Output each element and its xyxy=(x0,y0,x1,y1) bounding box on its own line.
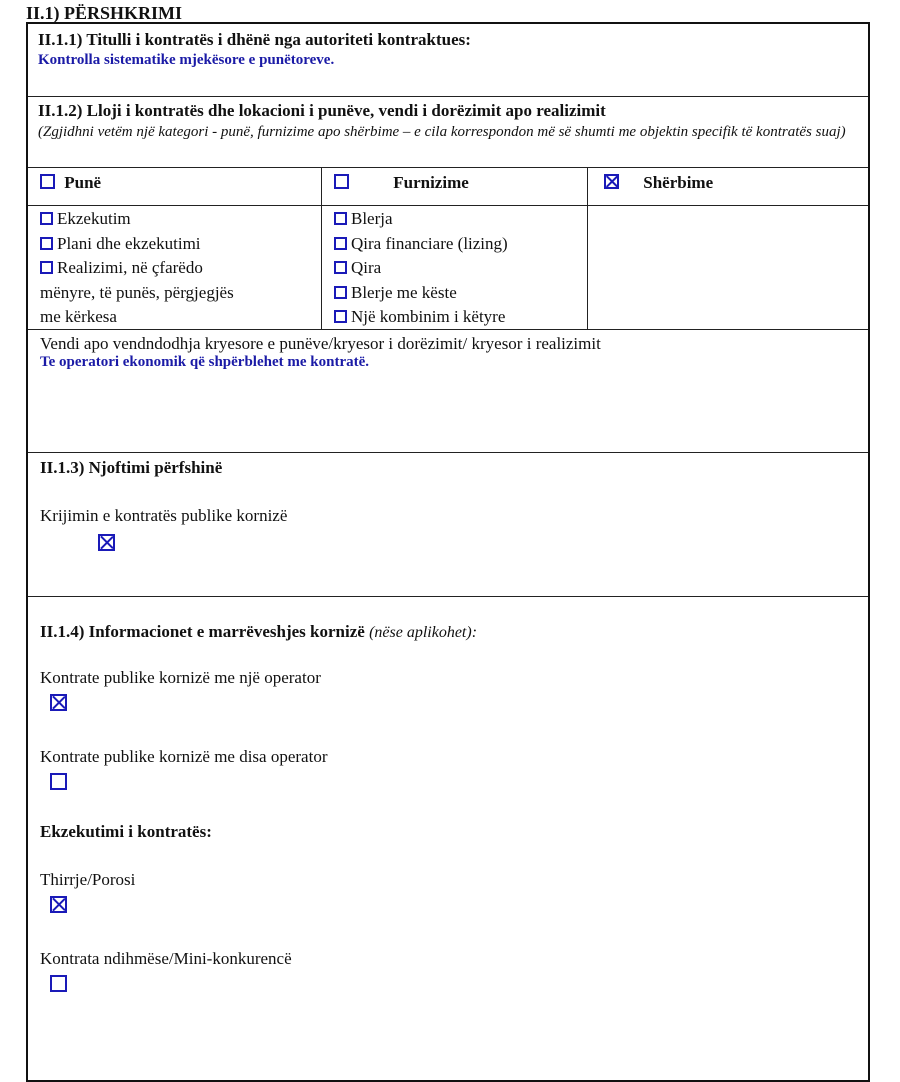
section-ii-1-4 xyxy=(28,597,868,1080)
options-row xyxy=(28,205,868,330)
single-operator-option xyxy=(40,694,868,715)
category-row xyxy=(28,168,868,206)
works-option[interactable] xyxy=(28,232,321,257)
option-label: Qira xyxy=(351,258,382,277)
section-ii-1-1 xyxy=(28,24,868,97)
notice-includes-heading: II.1.3) Njoftimi përfshinë xyxy=(40,458,223,477)
works-option-continued xyxy=(28,281,321,306)
checkbox-icon[interactable] xyxy=(40,237,53,250)
supply-option[interactable] xyxy=(322,256,587,281)
category-supplies[interactable] xyxy=(322,168,588,205)
mini-competition-option xyxy=(40,975,868,996)
checkbox-icon[interactable] xyxy=(334,237,347,250)
call-order-option xyxy=(40,896,868,917)
framework-creation-label: Krijimin e kontratës publike kornizë xyxy=(40,506,288,525)
description-form xyxy=(26,22,870,1082)
contract-title-heading: II.1.1) Titulli i kontratës i dhënë nga autoriteti kontraktues: xyxy=(38,30,471,49)
services-options xyxy=(588,205,868,329)
mini-competition-label: Kontrata ndihmëse/Mini-konkurencë xyxy=(40,949,292,968)
works-checkbox[interactable] xyxy=(40,174,55,189)
call-order-label: Thirrje/Porosi xyxy=(40,870,136,889)
framework-creation-option xyxy=(40,534,868,555)
checkbox-icon[interactable] xyxy=(334,212,347,225)
framework-creation-checkbox[interactable] xyxy=(98,534,115,551)
option-label: Blerje me këste xyxy=(351,282,457,302)
checkbox-icon[interactable] xyxy=(40,261,53,274)
supply-option[interactable] xyxy=(322,281,587,306)
services-label: Shërbime xyxy=(643,173,714,192)
checkbox-icon[interactable] xyxy=(334,286,347,299)
supplies-checkbox[interactable] xyxy=(334,174,349,189)
mini-competition-checkbox[interactable] xyxy=(50,975,67,992)
checkbox-icon[interactable] xyxy=(40,212,53,225)
multi-operator-checkbox[interactable] xyxy=(50,773,67,790)
checkbox-icon[interactable] xyxy=(334,261,347,274)
framework-info-note: (nëse aplikohet): xyxy=(369,624,478,641)
framework-info-title: II.1.4) Informacionet e marrëveshjes kornizë xyxy=(40,622,365,641)
contract-execution-heading: Ekzekutimi i kontratës: xyxy=(40,822,212,841)
section-ii-1-3 xyxy=(28,453,868,597)
location-value: Te operatori ekonomik që shpërblehet me kontratë. xyxy=(40,354,370,370)
multi-operator-label: Kontrate publike kornizë me disa operator xyxy=(40,747,328,766)
single-operator-checkbox[interactable] xyxy=(50,694,67,711)
section-heading: II.1) PËRSHKRIMI xyxy=(26,3,183,23)
option-label: Realizimi, në çfarëdo xyxy=(57,258,203,277)
option-label: Ekzekutim xyxy=(57,209,131,228)
location-label: Vendi apo vendndodhja kryesore e punëve/kryesor i dorëzimit/ kryesor i realizimit xyxy=(40,334,601,353)
category-services[interactable] xyxy=(588,168,868,205)
contract-title-value: Kontrolla sistematike mjekësore e punëtoreve. xyxy=(38,52,335,68)
contract-type-note: (Zgjidhni vetëm një kategori - punë, furnizime apo shërbime – e cila korrespondon më së shumti me objektin specifik të kontratës suaj) xyxy=(38,124,846,140)
supply-options xyxy=(322,205,588,329)
location-section xyxy=(28,329,868,453)
works-option[interactable] xyxy=(28,207,321,232)
option-label: Një kombinim i këtyre xyxy=(351,307,506,326)
supply-option[interactable] xyxy=(322,305,587,330)
checkbox-icon[interactable] xyxy=(334,310,347,323)
single-operator-label: Kontrate publike kornizë me një operator xyxy=(40,668,321,687)
supplies-label: Furnizime xyxy=(393,173,469,192)
works-option[interactable] xyxy=(28,256,321,281)
contract-type-heading: II.1.2) Lloji i kontratës dhe lokacioni i punëve, vendi i dorëzimit apo realizimit xyxy=(38,101,606,120)
supply-option[interactable] xyxy=(322,232,587,257)
works-label: Punë xyxy=(64,173,102,192)
option-label: Plani dhe ekzekutimi xyxy=(57,233,201,253)
option-label: mënyre, të punës, përgjegjës xyxy=(40,282,234,302)
category-works[interactable] xyxy=(28,168,322,205)
framework-info-heading xyxy=(40,622,868,642)
call-order-checkbox[interactable] xyxy=(50,896,67,913)
option-label: Blerja xyxy=(351,209,393,228)
works-option-continued xyxy=(28,305,321,330)
option-label: me kërkesa xyxy=(40,307,117,326)
works-options xyxy=(28,205,322,329)
section-ii-1-2-header xyxy=(28,97,868,168)
supply-option[interactable] xyxy=(322,207,587,232)
services-checkbox[interactable] xyxy=(604,174,619,189)
option-label: Qira financiare (lizing) xyxy=(351,233,508,253)
multi-operator-option xyxy=(40,773,868,794)
